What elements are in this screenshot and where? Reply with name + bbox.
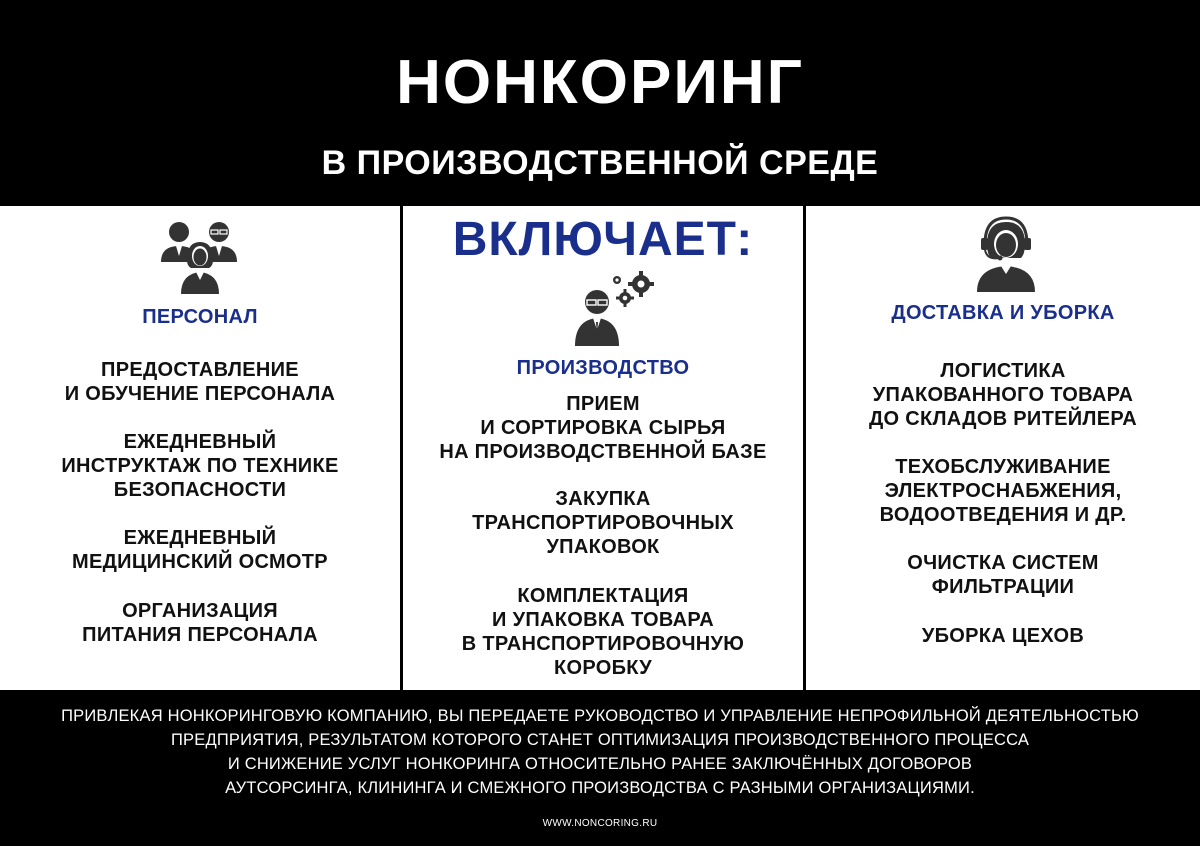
list-item: ЕЖЕДНЕВНЫЙ МЕДИЦИНСКИЙ ОСМОТР (72, 527, 328, 573)
content-panel (0, 206, 1200, 690)
page-subtitle: В ПРОИЗВОДСТВЕННОЙ СРЕДЕ (321, 144, 879, 182)
includes-heading: ВКЛЮЧАЕТ: (452, 213, 754, 266)
list-item: КОМПЛЕКТАЦИЯ И УПАКОВКА ТОВАРА В ТРАНСПОРТИРОВОЧНУЮ КОРОБКУ (461, 585, 745, 679)
column-production (403, 206, 803, 690)
engineer-gears-icon (573, 266, 663, 348)
column-delivery (806, 206, 1200, 690)
page-title: НОНКОРИНГ (396, 48, 804, 117)
list-item: ОРГАНИЗАЦИЯ ПИТАНИЯ ПЕРСОНАЛА (82, 600, 318, 646)
operator-headset-icon (973, 214, 1039, 292)
category-personnel: ПЕРСОНАЛ (142, 306, 258, 328)
category-delivery: ДОСТАВКА И УБОРКА (891, 302, 1115, 324)
header-banner (0, 0, 1200, 206)
list-item: ТЕХОБСЛУЖИВАНИЕ ЭЛЕКТРОСНАБЖЕНИЯ, ВОДООТВЕДЕНИЯ И ДР. (879, 456, 1127, 526)
people-group-icon (157, 216, 243, 296)
footer-description: ПРИВЛЕКАЯ НОНКОРИНГОВУЮ КОМПАНИЮ, ВЫ ПЕРЕДАЕТЕ РУКОВОДСТВО И УПРАВЛЕНИЕ НЕПРОФИЛЬНОЙ ДЕЯТЕЛЬНОСТЬЮ ПРЕДПРИЯТИЯ, РЕЗУЛЬТАТОМ КОТОРОГО СТАНЕТ ОПТИМИЗАЦИЯ ПРОИЗВОДСТВЕННОГО ПРОЦЕССА И СНИЖЕНИЕ УСЛУГ НОНКОРИНГА ОТНОСИТЕЛЬНО РАНЕЕ ЗАКЛЮЧЁННЫХ ДОГОВОРОВ АУТСОРСИНГА, КЛИНИНГА И СМЕЖНОГО ПРОИЗВОДСТВА С РАЗНЫМИ ОРГАНИЗАЦИЯМИ. (61, 707, 1139, 797)
list-item: ОЧИСТКА СИСТЕМ ФИЛЬТРАЦИИ (907, 552, 1099, 598)
list-item: ПРЕДОСТАВЛЕНИЕ И ОБУЧЕНИЕ ПЕРСОНАЛА (64, 359, 336, 405)
list-item: УБОРКА ЦЕХОВ (921, 625, 1085, 647)
list-item: ЗАКУПКА ТРАНСПОРТИРОВОЧНЫХ УПАКОВОК (472, 488, 734, 558)
list-item: ПРИЕМ И СОРТИРОВКА СЫРЬЯ НА ПРОИЗВОДСТВЕННОЙ БАЗЕ (439, 393, 767, 463)
footer-banner (0, 690, 1200, 846)
list-item: ЛОГИСТИКА УПАКОВАННОГО ТОВАРА ДО СКЛАДОВ РИТЕЙЛЕРА (868, 360, 1138, 430)
website-link[interactable]: WWW.NONCORING.RU (542, 818, 658, 829)
column-personnel (0, 206, 400, 690)
category-production: ПРОИЗВОДСТВО (516, 357, 690, 379)
list-item: ЕЖЕДНЕВНЫЙ ИНСТРУКТАЖ ПО ТЕХНИКЕ БЕЗОПАСНОСТИ (61, 431, 339, 501)
